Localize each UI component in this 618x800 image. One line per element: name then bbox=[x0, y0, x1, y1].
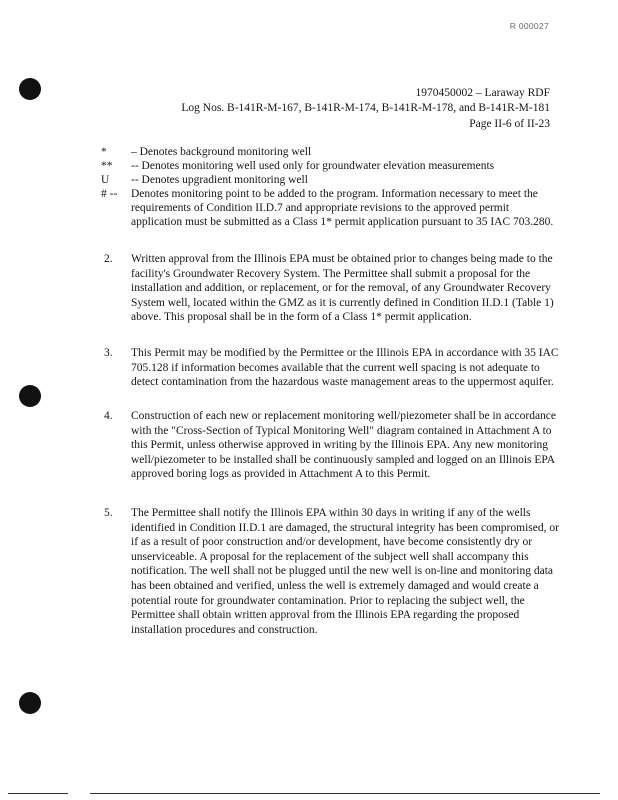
bottom-rule-left bbox=[8, 793, 68, 794]
item-number: 3. bbox=[104, 347, 113, 359]
legend-row-elevation-well bbox=[101, 159, 561, 173]
legend-row-monitoring-point bbox=[101, 187, 561, 229]
condition-item-5 bbox=[101, 506, 561, 637]
item-text: Construction of each new or replacement monitoring well/piezometer shall be in accordance with the "Cross-Section of Typical Monitoring Well" diagram contained in Attachment A to this Permit, unless otherwise approved in writing by the Illinois EPA. Any new monitoring well/piezometer to be installed shall be continuously sampled and logged on an Illinois EPA approved boring logs as provided in Attachment A to this Permit. bbox=[131, 410, 557, 481]
punch-hole-bottom bbox=[19, 692, 41, 714]
legend-symbol: ** bbox=[101, 160, 113, 172]
header-page-number: Page II-6 of II-23 bbox=[469, 118, 550, 130]
punch-hole-top bbox=[19, 78, 41, 100]
legend-symbol: * bbox=[101, 146, 107, 158]
item-text: The Permittee shall notify the Illinois EPA within 30 days in writing if any of the wells identified in Condition II.D.1 are damaged, the structural integrity has been compromised, or if as a result of poor construction and/or development, have become consistently dry or unserviceable. A proposal for the replacement of the subject well shall accompany this notification. The well shall not be plugged until the new well is on-line and monitoring data has been obtained and verified, unless the well is extremely damaged and would create a potential route for groundwater contamination. Prior to replacing the subject well, the Permittee shall obtain written approval from the Illinois EPA regarding the proposed installation procedures and construction. bbox=[131, 507, 559, 636]
item-number: 5. bbox=[104, 507, 113, 519]
header-log-numbers: Log Nos. B-141R-M-167, B-141R-M-174, B-141R-M-178, and B-141R-M-181 bbox=[181, 102, 550, 114]
item-text: Written approval from the Illinois EPA must be obtained prior to changes being made to the facility's Groundwater Recovery System. The Permittee shall submit a proposal for the installation and addition, or replacement, or for the removal, of any Groundwater Recovery System well, located within the GMZ as it is currently defined in Condition II.D.1 (Table 1) above. This proposal shall be in the form of a Class 1* permit application. bbox=[131, 253, 554, 324]
condition-item-4 bbox=[101, 409, 561, 482]
item-number: 4. bbox=[104, 410, 113, 422]
bottom-rule-right bbox=[90, 793, 600, 794]
legend-row-upgradient-well bbox=[101, 173, 561, 187]
legend-text: -- Denotes upgradient monitoring well bbox=[131, 174, 308, 186]
legend-symbol: # -- bbox=[101, 188, 118, 200]
footnote-legend bbox=[101, 145, 561, 229]
item-number: 2. bbox=[104, 253, 113, 265]
bates-number: R 000027 bbox=[509, 21, 549, 31]
punch-hole-middle bbox=[19, 385, 41, 407]
legend-row-background-well bbox=[101, 145, 561, 159]
condition-item-3 bbox=[101, 346, 561, 390]
legend-symbol: U bbox=[101, 174, 110, 186]
legend-text: Denotes monitoring point to be added to the program. Information necessary to meet the requirements of Condition II.D.7 and appropriate revisions to the approved permit application must be submitted as a Class 1* permit application pursuant to 35 IAC 703.280. bbox=[131, 188, 554, 228]
header-permit-number: 1970450002 – Laraway RDF bbox=[415, 87, 550, 99]
legend-text: -- Denotes monitoring well used only for groundwater elevation measurements bbox=[131, 160, 495, 172]
legend-text: – Denotes background monitoring well bbox=[131, 146, 312, 158]
item-text: This Permit may be modified by the Permittee or the Illinois EPA in accordance with 35 IAC 705.128 if information becomes available that the current well spacing is not adequate to detect contamination from the hazardous waste management areas to the uppermost aquifer. bbox=[131, 347, 559, 389]
condition-item-2 bbox=[101, 252, 561, 325]
